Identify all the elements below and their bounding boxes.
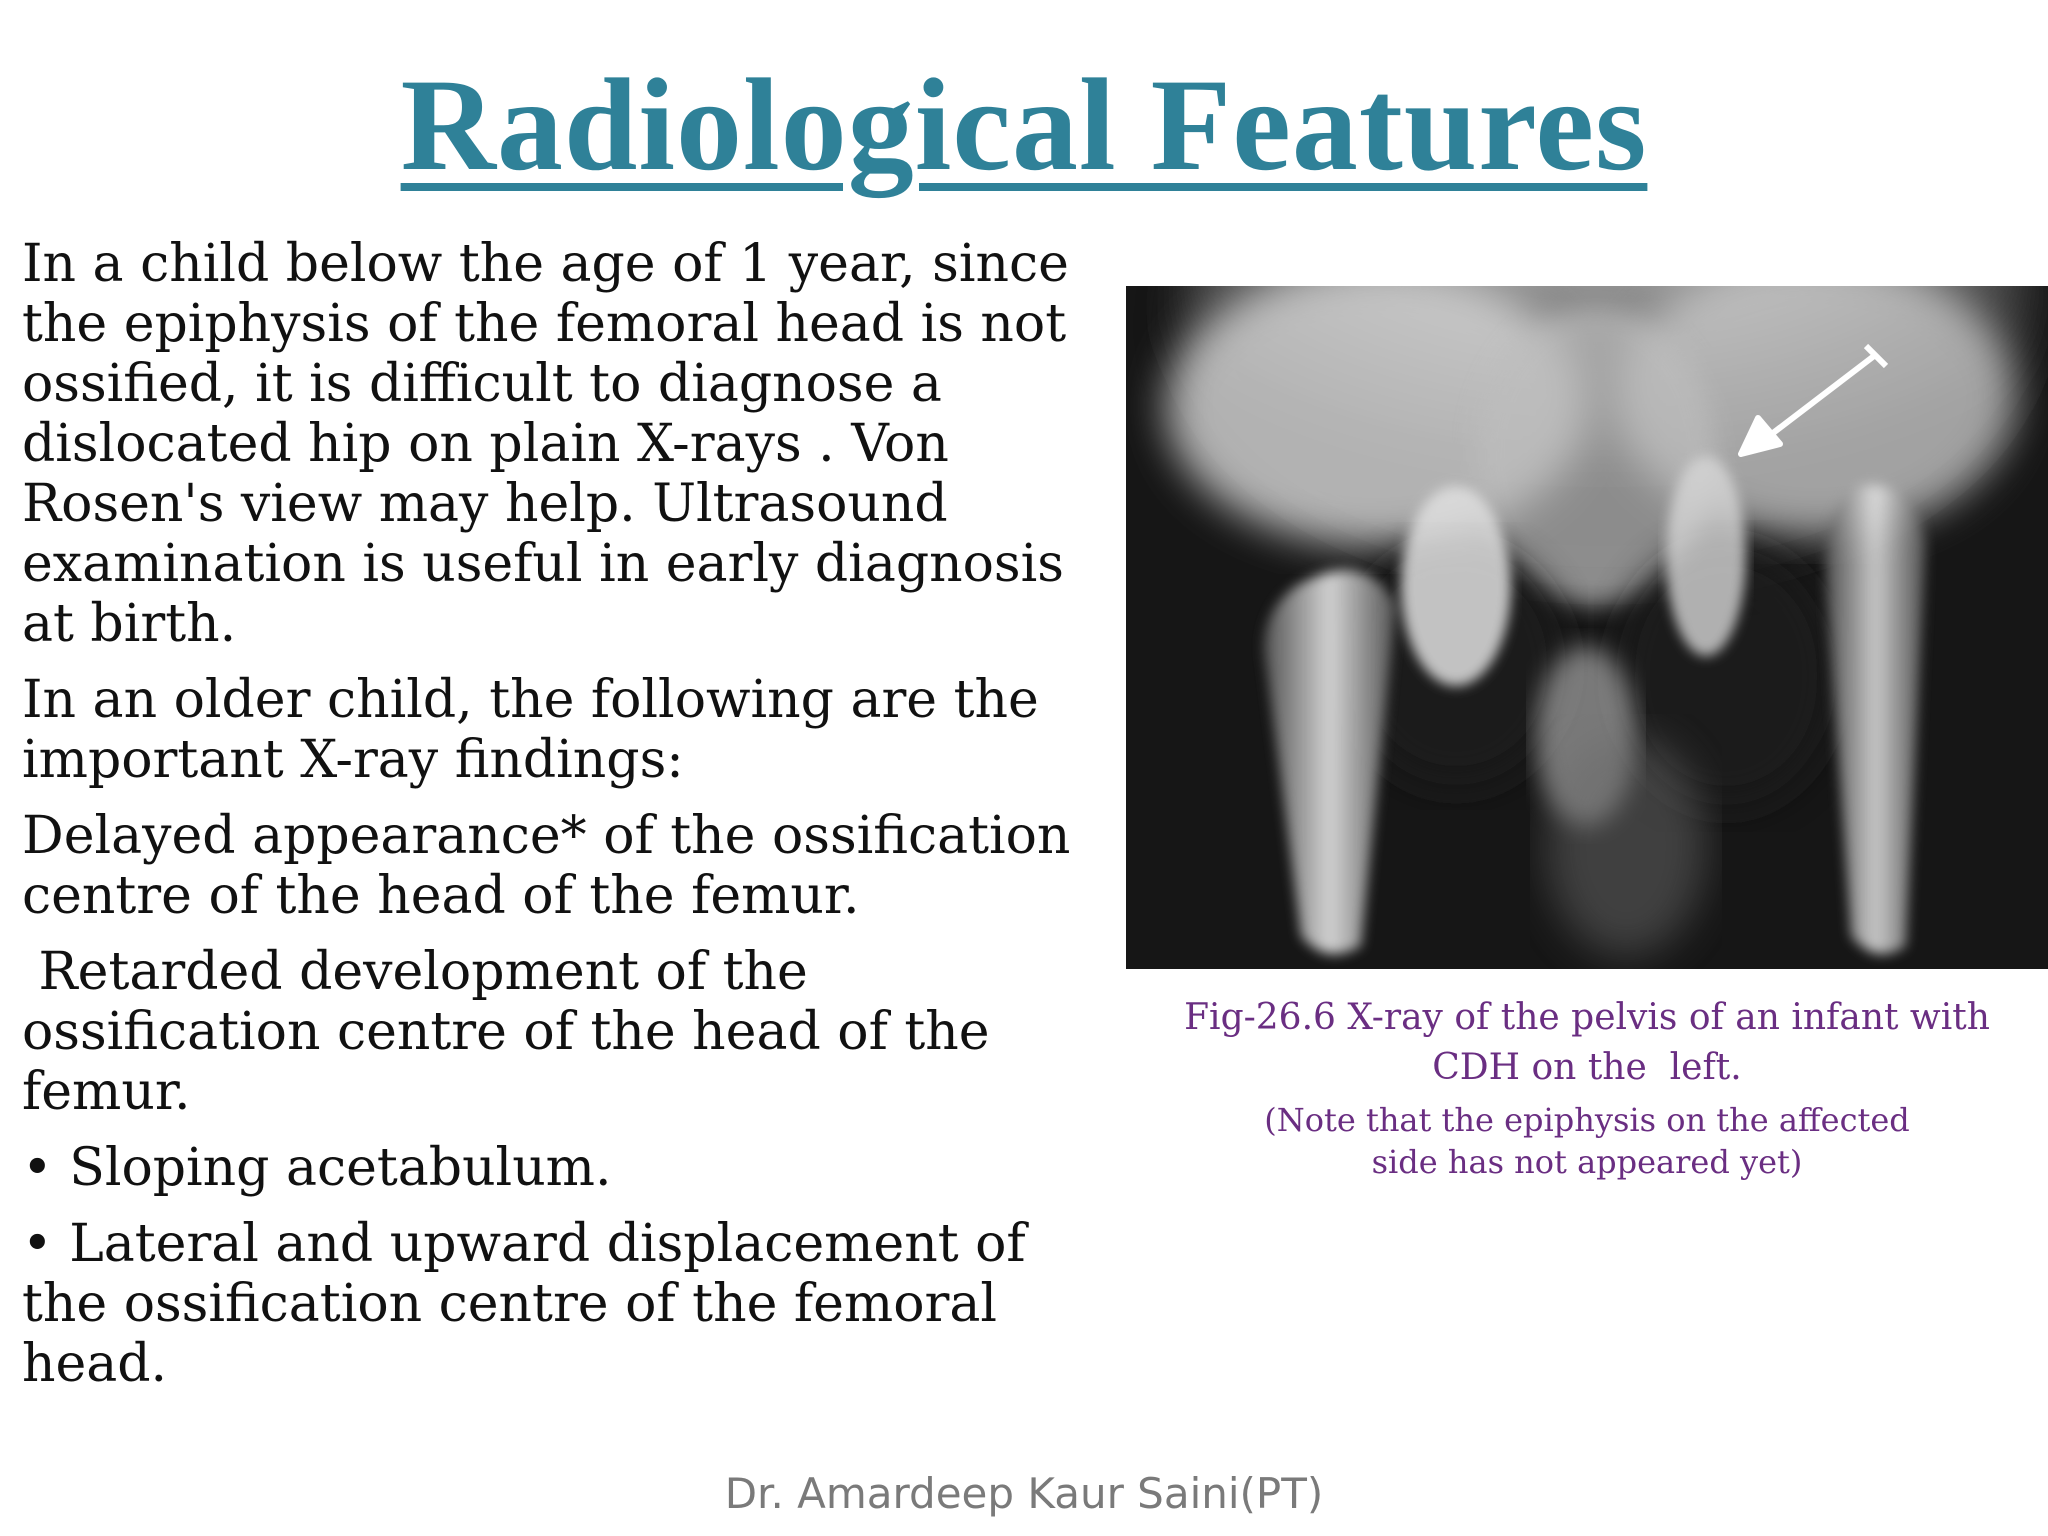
slide-title: Radiological Features	[400, 51, 1648, 198]
caption-note-line-2: side has not appeared yet)	[1371, 1143, 1803, 1181]
footer-author: Dr. Amardeep Kaur Saini(PT)	[724, 1469, 1324, 1518]
paragraph-delayed-appearance: Delayed appearance* of the ossification centre of the head of the femur.	[22, 806, 1071, 926]
pelvis-xray-image	[1126, 286, 2048, 969]
paragraph-older-child: In an older child, the following are the important X-ray findings:	[22, 670, 1039, 790]
body-text	[22, 234, 1102, 1410]
paragraph-retarded-development: Retarded development of the ossification centre of the head of the femur.	[22, 942, 1007, 1122]
caption-note-line-1: (Note that the epiphysis on the affected	[1264, 1101, 1910, 1139]
figure-caption	[1126, 993, 2048, 1183]
paragraph-infant: In a child below the age of 1 year, since the epiphysis of the femoral head is not ossified, it is difficult to diagnose a dislocated hip on plain X-rays . Von Rosen's view may help. Ultrasound examination is useful in early diagnosis at birth.	[22, 234, 1069, 654]
bullet-lateral-displacement: • Lateral and upward displacement of the ossification centre of the femoral head.	[22, 1214, 1026, 1394]
bullet-sloping-acetabulum: • Sloping acetabulum.	[22, 1138, 612, 1198]
xray-illustration	[1126, 286, 2048, 969]
caption-line-1: Fig-26.6 X-ray of the pelvis of an infant with	[1184, 997, 1990, 1038]
caption-line-2: CDH on the left.	[1432, 1047, 1742, 1088]
